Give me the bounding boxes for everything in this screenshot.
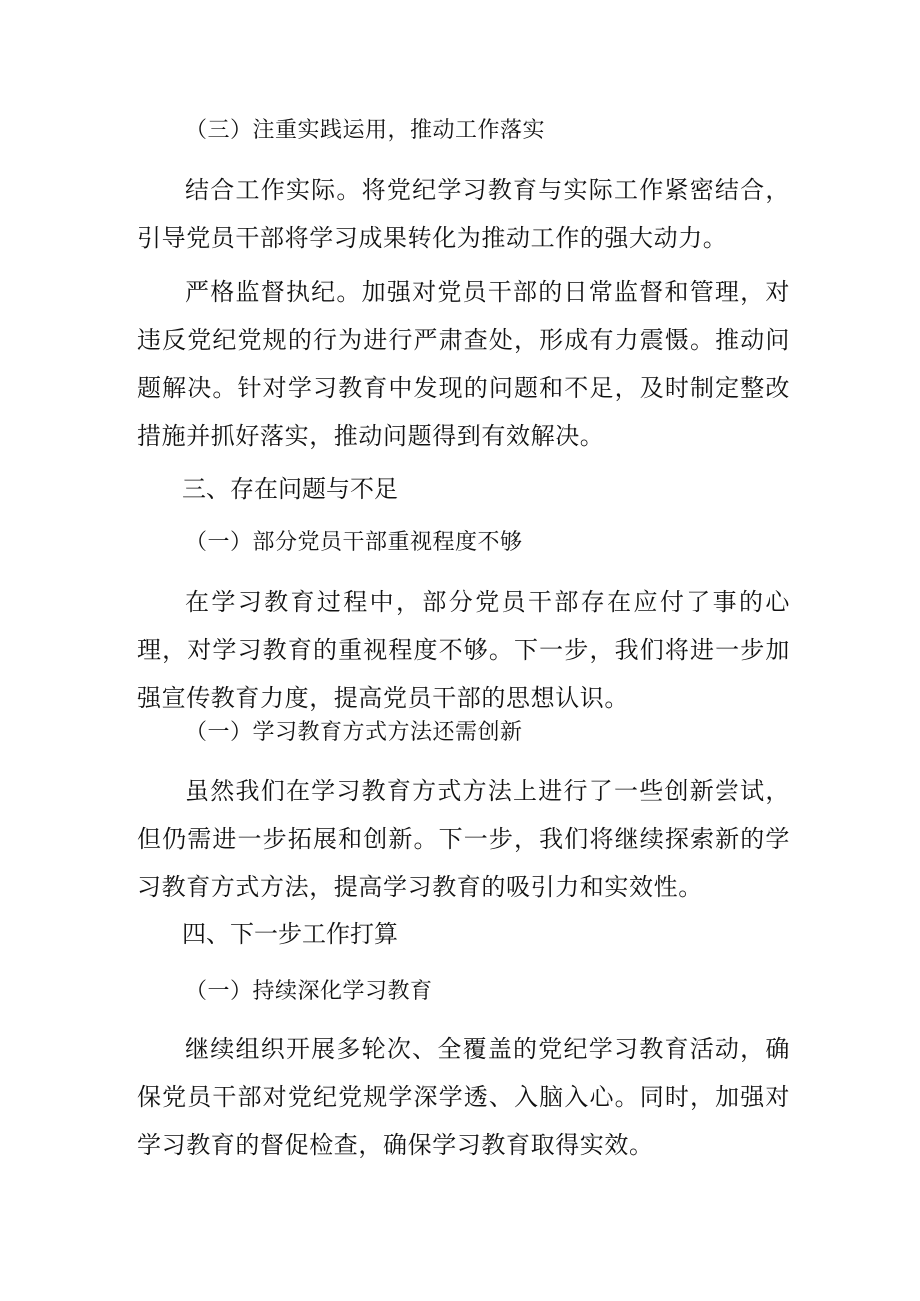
paragraph-3-1: 在学习教育过程中，部分党员干部存在应付了事的心理，对学习教育的重视程度不够。下一步，我们将进一步加强宣传教育力度，提高党员干部的思想认识。 [137,588,790,712]
section-heading-3: 三、存在问题与不足 [182,475,398,503]
paragraph-4-1: 继续组织开展多轮次、全覆盖的党纪学习教育活动，确保党员干部对党纪党规学深学透、入脑入心。同时，加强对学习教育的督促检查，确保学习教育取得实效。 [137,1035,790,1159]
subheading-3-2: （一）学习教育方式方法还需创新 [185,720,523,745]
paragraph-practice-1: 结合工作实际。将党纪学习教育与实际工作紧密结合，引导党员干部将学习成果转化为推动工作的强大动力。 [137,176,790,252]
subheading-4-1: （一）持续深化学习教育 [185,979,433,1004]
subheading-practice: （三）注重实践运用，推动工作落实 [185,118,546,143]
paragraph-practice-2: 严格监督执纪。加强对党员干部的日常监督和管理，对违反党纪党规的行为进行严肃查处，形成有力震慑。推动问题解决。针对学习教育中发现的问题和不足，及时制定整改措施并抓好落实，推动问题得到有效解决。 [137,278,790,450]
paragraph-3-2: 虽然我们在学习教育方式方法上进行了一些创新尝试，但仍需进一步拓展和创新。下一步，我们将继续探索新的学习教育方式方法，提高学习教育的吸引力和实效性。 [137,777,790,901]
section-heading-4: 四、下一步工作打算 [182,920,398,948]
subheading-3-1: （一）部分党员干部重视程度不够 [185,530,523,555]
